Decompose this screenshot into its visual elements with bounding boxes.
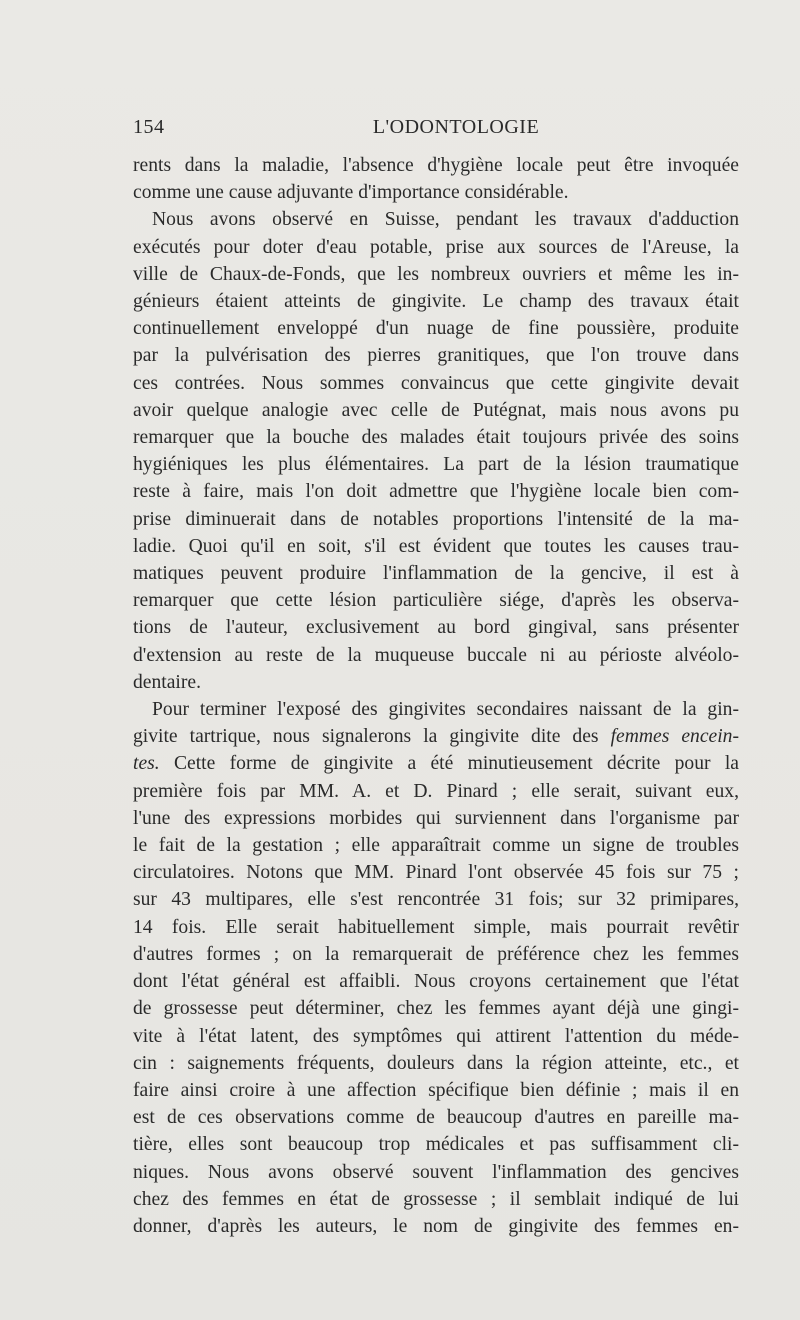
text-line: rents dans la maladie, l'absence d'hygiène locale peut être invoquée (133, 155, 739, 176)
text-line: chez des femmes en état de grossesse ; il semblait indiqué de lui (133, 1188, 739, 1210)
text-segment: Cette forme de gingivite a été minutieusement décrite pour la (159, 753, 739, 775)
text-line: dentaire. (133, 671, 201, 693)
text-line: ladie. Quoi qu'il en soit, s'il est évident que toutes les causes trau- (133, 535, 739, 557)
italic-phrase: tes. (133, 753, 160, 775)
text-line: prise diminuerait dans de notables proportions l'intensité de la ma- (133, 508, 739, 530)
text-segment: givite tartrique, nous signalerons la gingivite dite des (133, 726, 611, 748)
text-line: première fois par MM. A. et D. Pinard ; elle serait, suivant eux, (133, 780, 739, 802)
text-line: reste à faire, mais l'on doit admettre que l'hygiène locale bien com- (133, 481, 739, 503)
text-line: d'extension au reste de la muqueuse buccale ni au périoste alvéolo- (133, 644, 739, 666)
text-line: niques. Nous avons observé souvent l'inflammation des gencives (133, 1161, 739, 1183)
text-line: continuellement enveloppé d'un nuage de fine poussière, produite (133, 318, 739, 340)
running-head (133, 116, 739, 146)
text-line: 14 fois. Elle serait habituellement simple, mais pourrait revêtir (133, 916, 739, 938)
text-line-with-italic (133, 723, 739, 750)
text-line: génieurs étaient atteints de gingivite. Le champ des travaux était (133, 291, 739, 313)
paragraph-2 (133, 206, 739, 696)
text-line: circulatoires. Notons que MM. Pinard l'ont observée 45 fois sur 75 ; (133, 862, 739, 884)
text-line: sur 43 multipares, elle s'est rencontrée 31 fois; sur 32 primipares, (133, 889, 739, 911)
page-title: L'ODONTOLOGIE (372, 116, 540, 138)
text-line: Pour terminer l'exposé des gingivites secondaires naissant de la gin- (152, 699, 739, 721)
text-line: faire ainsi croire à une affection spécifique bien définie ; mais il en (133, 1079, 739, 1101)
text-line: donner, d'après les auteurs, le nom de gingivite des femmes en- (133, 1215, 739, 1237)
page-number: 154 (133, 116, 165, 138)
text-line: avoir quelque analogie avec celle de Putégnat, mais nous avons pu (133, 399, 739, 421)
text-line: cin : saignements fréquents, douleurs dans la région atteinte, etc., et (133, 1052, 739, 1074)
paragraph-1 (133, 152, 739, 206)
text-line: ces contrées. Nous sommes convaincus que cette gingivite devait (133, 372, 739, 394)
text-line: l'une des expressions morbides qui surviennent dans l'organisme par (133, 807, 739, 829)
text-line: hygiéniques les plus élémentaires. La part de la lésion traumatique (133, 454, 739, 476)
text-line: remarquer que cette lésion particulière siége, d'après les observa- (133, 590, 739, 612)
text-line: remarquer que la bouche des malades était toujours privée des soins (133, 427, 739, 449)
text-line: exécutés pour doter d'eau potable, prise aux sources de l'Areuse, la (133, 236, 739, 258)
text-line: comme une cause adjuvante d'importance considérable. (133, 182, 569, 204)
text-line: par la pulvérisation des pierres granitiques, que l'on trouve dans (133, 345, 739, 367)
text-line: dont l'état général est affaibli. Nous croyons certainement que l'état (133, 971, 739, 993)
text-line: le fait de la gestation ; elle apparaîtrait comme un signe de troubles (133, 835, 739, 857)
italic-phrase: femmes encein- (610, 726, 739, 748)
text-line: tière, elles sont beaucoup trop médicales et pas suffisamment cli- (133, 1134, 739, 1156)
text-line: vite à l'état latent, des symptômes qui attirent l'attention du méde- (133, 1025, 739, 1047)
text-line: est de ces observations comme de beaucoup d'autres en pareille ma- (133, 1107, 739, 1129)
text-line: d'autres formes ; on la remarquerait de préférence chez les femmes (133, 943, 739, 965)
paragraph-3 (133, 696, 739, 1240)
text-line: matiques peuvent produire l'inflammation de la gencive, il est à (133, 563, 739, 585)
text-line: de grossesse peut déterminer, chez les femmes ayant déjà une gingi- (133, 998, 739, 1020)
text-line: ville de Chaux-de-Fonds, que les nombreux ouvriers et même les in- (133, 263, 739, 285)
text-line: Nous avons observé en Suisse, pendant les travaux d'adduction (152, 209, 739, 231)
text-line-with-italic (133, 750, 739, 777)
text-line: tions de l'auteur, exclusivement au bord gingival, sans présenter (133, 617, 739, 639)
body-text (133, 152, 739, 1240)
